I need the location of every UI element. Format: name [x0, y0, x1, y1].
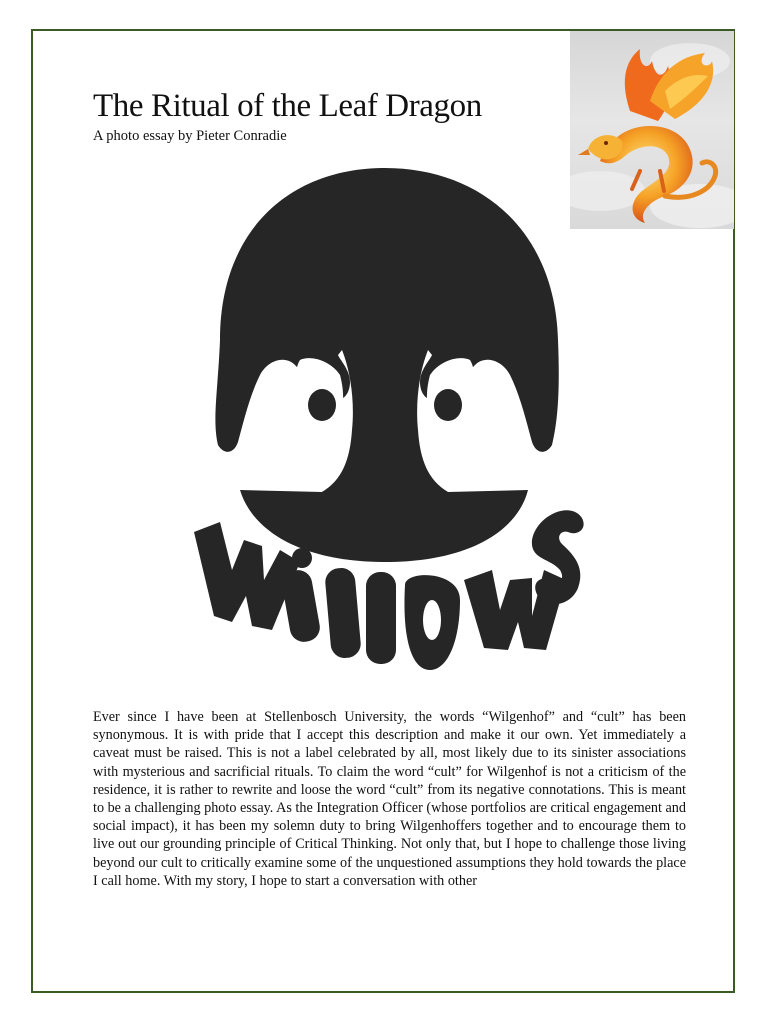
leaf-dragon-image: [570, 31, 734, 229]
page-title: The Ritual of the Leaf Dragon: [93, 88, 482, 124]
body-paragraph: Ever since I have been at Stellenbosch University, the words “Wilgenhof” and “cult” has been synonymous. It is with pride that I accept this description and make it our own. Yet immediately a caveat must be raised. This is not a label celebrated by all, most likely due to its sinister associations with mysterious and sacrificial rituals. To claim the word “cult” for Wilgenhof is not a criticism of the residence, it is rather to rewrite and loose the word “cult” from its negative connotations. This is meant to be a challenging photo essay. As the Integration Officer (whose portfolios are critical engagement and social impact), it has been my solemn duty to bring Wilgenhoffers together and to encourage them to live out our grounding principle of Critical Thinking. Not only that, but I hope to challenge those living beyond our cult to critically examine some of the unquestioned assumptions they hold towards the place I call home. With my story, I hope to start a conversation with other: [93, 709, 686, 889]
willows-logo: [180, 160, 590, 690]
page-subtitle: A photo essay by Pieter Conradie: [93, 128, 287, 144]
